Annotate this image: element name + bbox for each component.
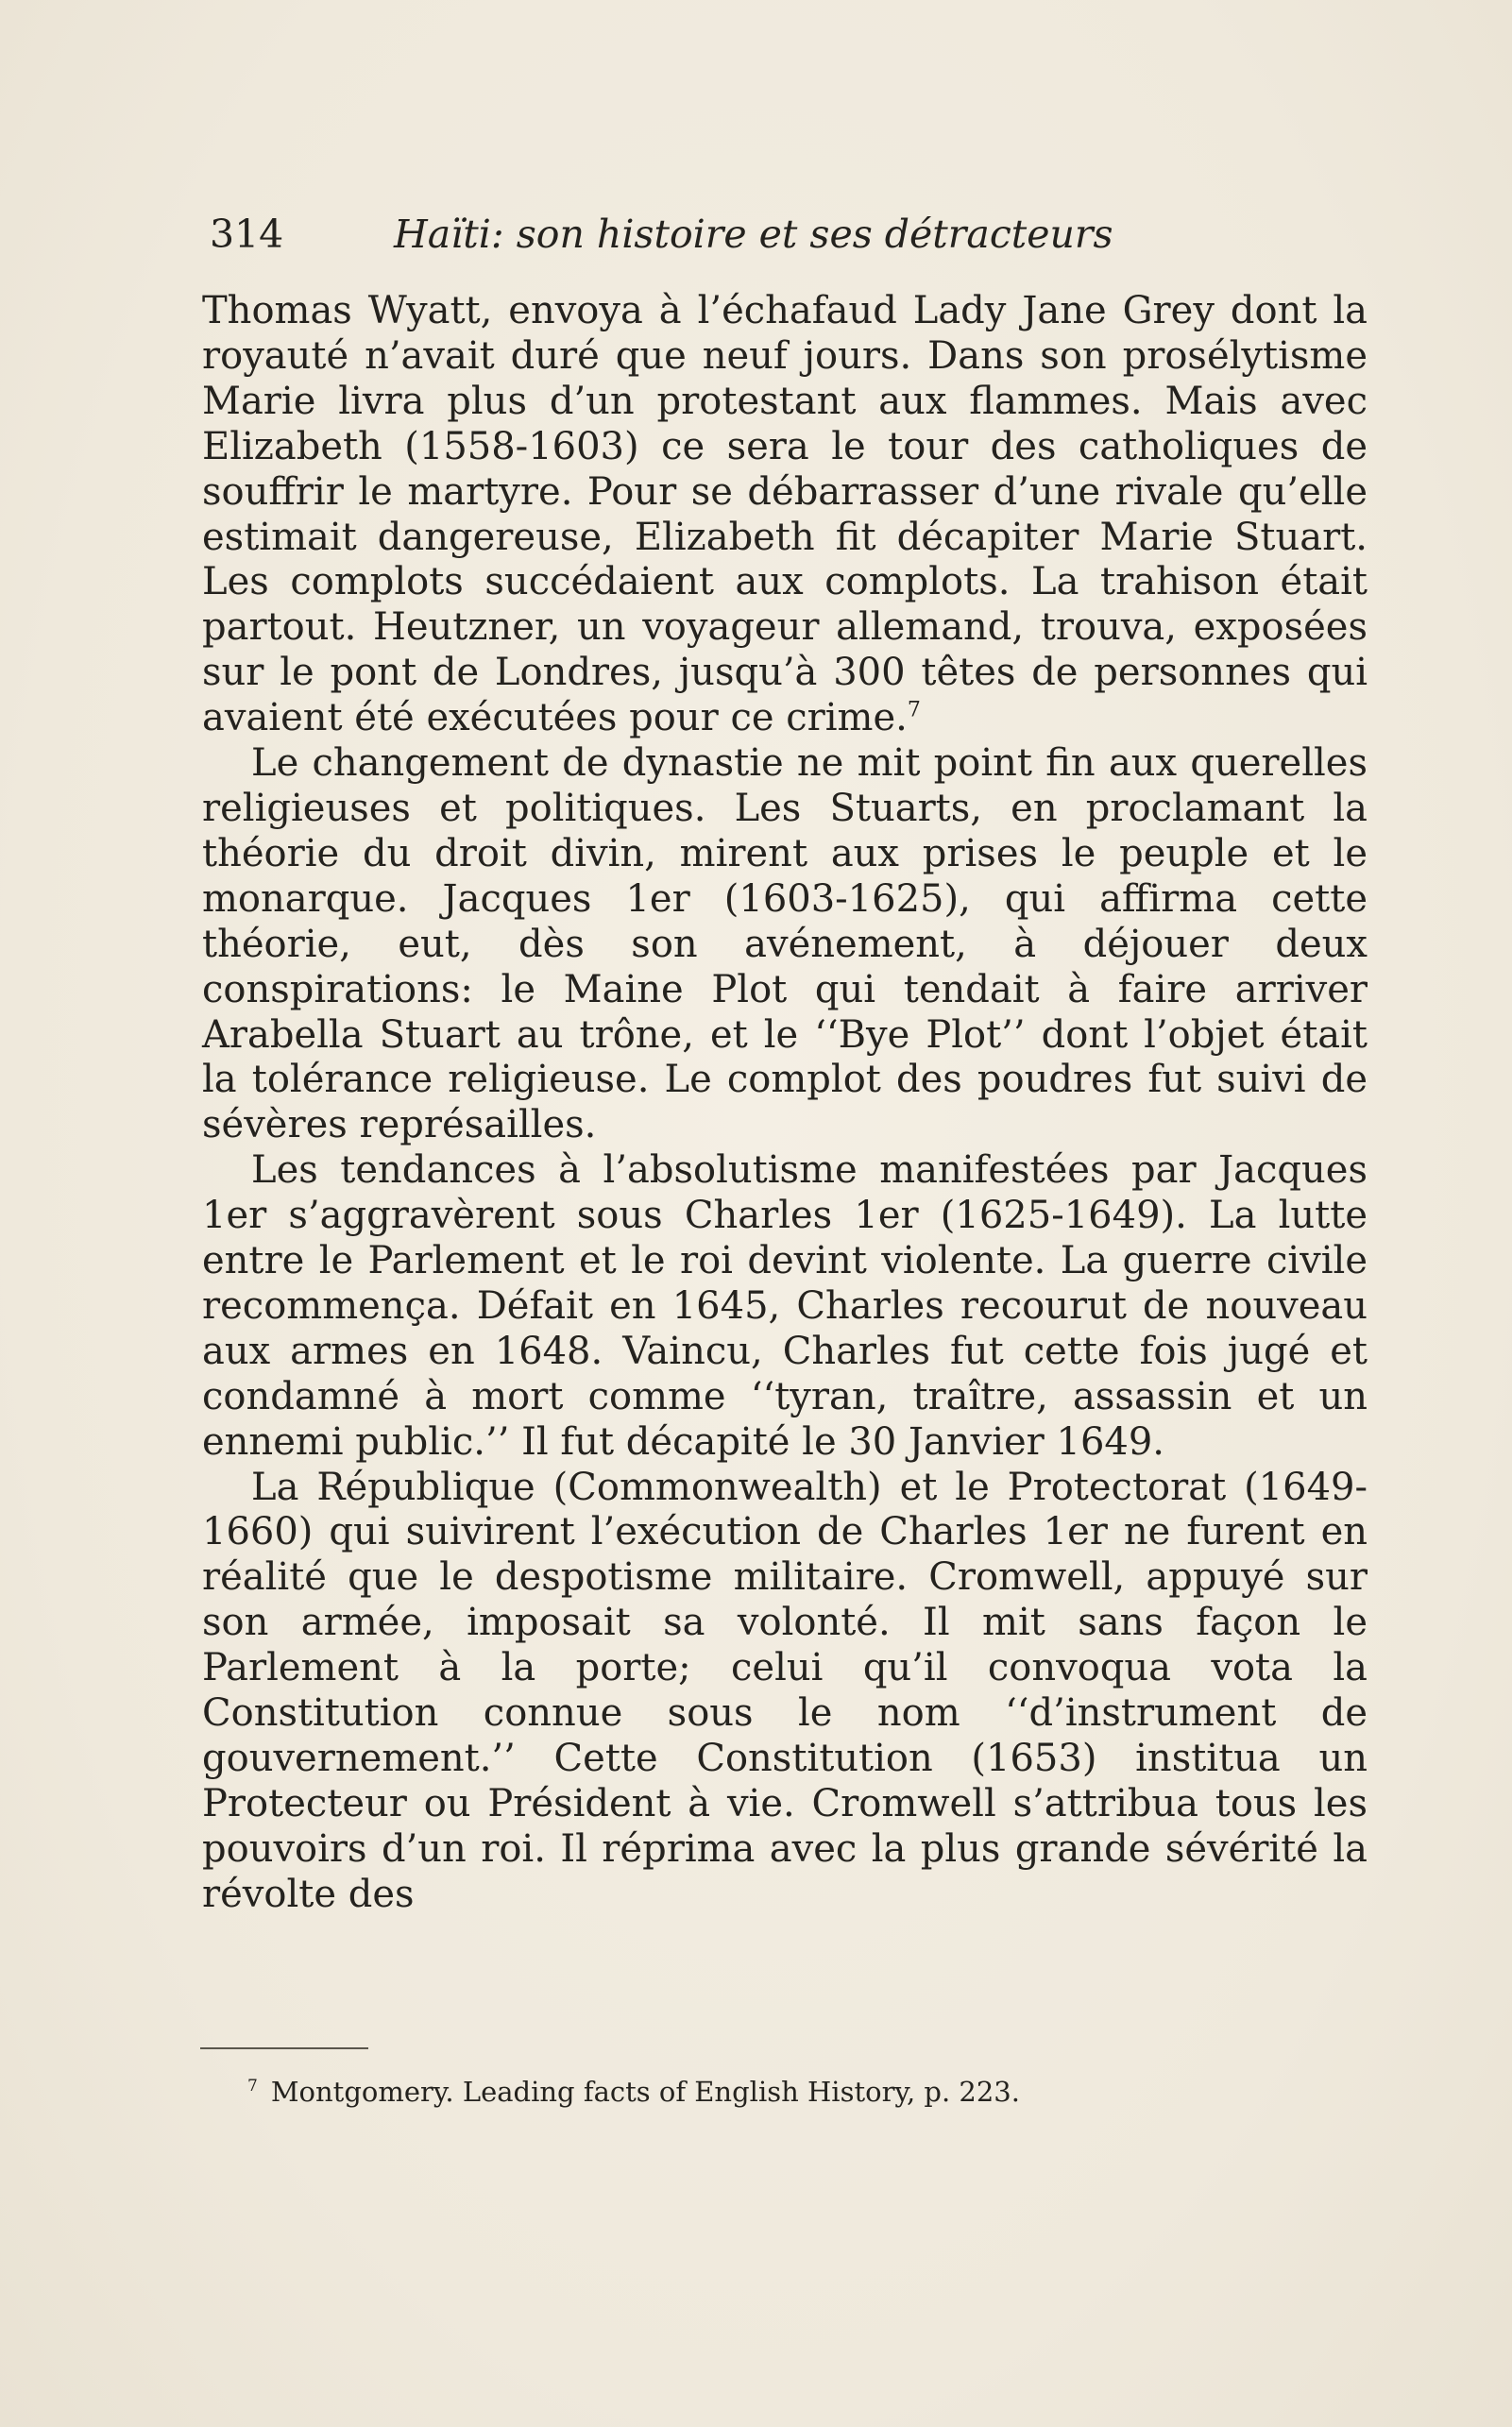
- footnote-text: Montgomery. Leading facts of English History, p. 223.: [270, 2076, 1020, 2108]
- running-header: [210, 206, 1192, 263]
- footnote-reference: 7: [907, 698, 921, 722]
- page-number: 314: [210, 212, 284, 257]
- footnote: [247, 2073, 1192, 2111]
- footnote-mark: 7: [247, 2077, 258, 2096]
- paragraph-1: [202, 289, 1368, 741]
- paragraph-3: Les tendances à l’absolutisme manifestées par Jacques 1er s’aggravèrent sous Charles 1er (1625-1649). La lutte entre le Parlement et le roi devint violente. La guerre civile recommença. Défait en 1645, Charles recourut de nouveau aux armes en 1648. Vaincu, Charles fut cette fois jugé et condamné à mort comme ‘‘tyran, traître, assassin et un ennemi public.’’ Il fut décapité le 30 Janvier 1649.: [202, 1148, 1368, 1464]
- running-title: Haïti: son histoire et ses détracteurs: [394, 212, 1113, 257]
- paragraph-4: La République (Commonwealth) et le Protectorat (1649-1660) qui suivirent l’exécution de Charles 1er ne furent en réalité que le despotisme militaire. Cromwell, appuyé sur son armée, imposait sa volonté. Il mit sans façon le Parlement à la porte; celui qu’il convoqua vota la Constitution connue sous le nom ‘‘d’instrument de gouvernement.’’ Cette Constitution (1653) institua un Protecteur ou Président à vie. Cromwell s’attribua tous les pouvoirs d’un roi. Il réprima avec la plus grande sévérité la révolte des: [202, 1465, 1368, 1916]
- paragraph-2: Le changement de dynastie ne mit point fin aux querelles religieuses et politiques. Les Stuarts, en proclamant la théorie du droit divin, mirent aux prises le peuple et le monarque. Jacques 1er (1603-1625), qui affirma cette théorie, eut, dès son avénement, à déjouer deux conspirations: le Maine Plot qui tendait à faire arriver Arabella Stuart au trône, et le ‘‘Bye Plot’’ dont l’objet était la tolérance religieuse. Le complot des poudres fut suivi de sévères représailles.: [202, 741, 1368, 1147]
- paragraph-1-text: Thomas Wyatt, envoya à l’échafaud Lady Jane Grey dont la royauté n’avait duré que neuf jours. Dans son prosélytisme Marie livra plus d’un protestant aux flammes. Mais avec Elizabeth (1558-1603) ce sera le tour des catholiques de souffrir le martyre. Pour se débarrasser d’une rivale qu’elle estimait dangereuse, Elizabeth fit décapiter Marie Stuart. Les complots succédaient aux complots. La trahison était partout. Heutzner, un voyageur allemand, trouva, exposées sur le pont de Londres, jusqu’à 300 têtes de personnes qui avaient été exécutées pour ce crime.: [202, 289, 1368, 740]
- footnote-divider: [200, 2047, 368, 2049]
- body-text: [202, 289, 1368, 1918]
